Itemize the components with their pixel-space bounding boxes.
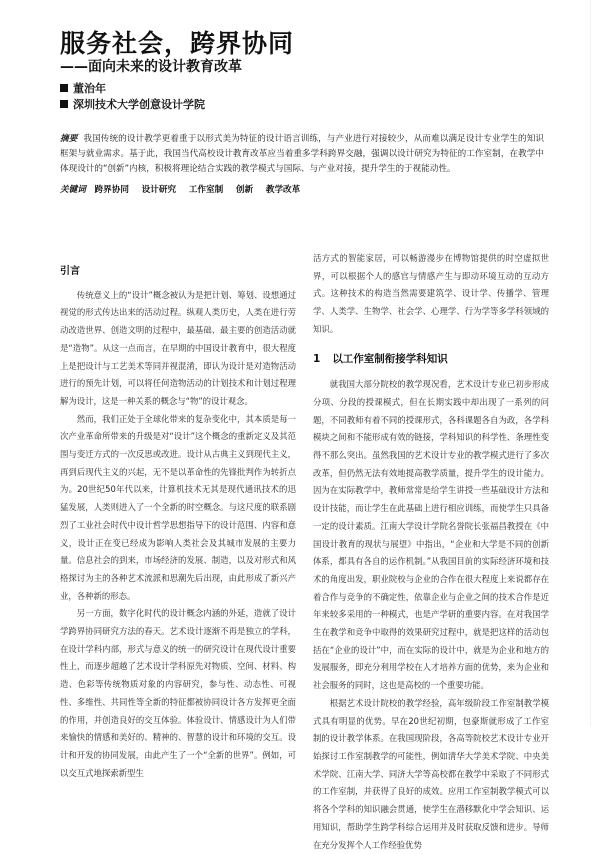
section-number: 1 bbox=[313, 352, 321, 365]
section-title: 以工作室制衔接学科知识 bbox=[332, 352, 448, 365]
keyword: 设计研究 bbox=[141, 185, 177, 195]
keyword: 教学改革 bbox=[265, 185, 301, 195]
abstract-label: 摘要 bbox=[60, 134, 78, 144]
body-paragraph-continued: 活方式的智能家居，可以畅游漫步在博物馆提供的时空虚拟世界，可以根据个人的感官与情感产生与即动环境互动的互动方式。这种技术的构造当然需要建筑学、设计学、传播学、管理学、人类学、生物学、社会学、心理学、行为学等多学科领域的知识。 bbox=[313, 253, 549, 334]
keyword: 跨界协同 bbox=[94, 185, 129, 195]
author-affiliation-line bbox=[60, 96, 205, 112]
keywords bbox=[60, 183, 544, 197]
section-heading-intro: 引言 bbox=[60, 266, 80, 277]
keyword: 创新 bbox=[235, 185, 254, 195]
paper-title: 服务社会，跨界协同 bbox=[60, 29, 295, 58]
bullet-square-icon bbox=[60, 100, 68, 108]
author-name-line bbox=[60, 80, 106, 96]
abstract-text: 我国传统的设计教学更着重于以形式美为特征的设计语言训练，与产业进行对接较少，从而难以满足设计专业学生的知识框架与就业需求。基于此，我国当代高校设计教育改革应当着重多学科跨界交融，强调以设计研究为特征的工作室制，在教学中体现设计的“创新”内核，积极将理论结合实践的教学模式与国际、与产业对接，提升学生的于视能动性。 bbox=[60, 134, 544, 174]
body-paragraph: 然而，我们正处于全球化带来的复杂变化中，其本质是每一次产业革命所带来的升级是对“设计”这个概念的重新定义及其范围与变迁方式的一次反思或改进。设计从古典主义到现代主义，再到后现代主义的兴起，无不是以革命性的先锋批判作为转折点为。20世纪50年代以来，计算机技术无其是现代通讯技术的迅猛发展，人类则进入了一个全新的时空概念。与这尺度的联系剧烈了工业社会时代中设计哲学思想指导下的设计范围、内容和意义，设计正在变已经成为影响人类社会及其城市发展的主要力量。信息社会的到来，市场经济的发展、制造，以及对形式和风格探讨为主的各种艺术流派和思潮先后出现，由此形成了新兴产业，各种新的形态。 bbox=[60, 413, 296, 601]
paper-subtitle: ——面向未来的设计教育改革 bbox=[60, 59, 242, 75]
section-heading-1 bbox=[313, 351, 549, 369]
abstract bbox=[60, 132, 544, 177]
page-edge bbox=[590, 0, 591, 726]
author-affiliation: 深圳技术大学创意设计学院 bbox=[73, 98, 205, 111]
author-name: 董治年 bbox=[73, 82, 106, 95]
body-paragraph: 就我国大部分院校的教学现况看，艺术设计专业已初步形成分项、分段的授课模式，但在长期实践中却出现了一系列的问题，不同教师有着不同的授课形式，各科课题各自为政，各学科模块之间和不能形成有效的链接，学科知识的科学性、条理性变得不那么突出。虽然我国的艺术设计专业的教学模式进行了多次改革，但仍然无法有效地提高教学质量，提升学生的设计能力。因为在实际教学中，教师常常是给学生讲授一些基础设计方法和设计技能，而让学生在此基础上进行相应训练，而使学生只具备一定的设计素质。江南大学设计学院名誉院长张福昌教授在《中国设计教育的现状与展望》中指出，“企业和大学是不同的创新体系，都具有各自的运作机制。”从我国目前的实际经济环境和技术的角度出发，职业院校与企业的合作在很大程度上来说都存在着合作与竞争的不确定性，依靠企业与企业之间的技术合作是近年来较多采用的一种模式，也是产学研的重要内容。在对我国学生在教学和竞争中取得的效果研究过程中，就是把这样的活动包括在“企业的设计”中，而在实际的设计中，就是为企业和地方的发展服务，即充分利用学校在人才培养方面的优势，来为企业和社会服务的同时，这也是高校的一个重要功能。 bbox=[313, 379, 549, 691]
right-column bbox=[313, 250, 549, 850]
left-column bbox=[60, 263, 296, 778]
keyword: 工作室制 bbox=[188, 185, 224, 195]
body-paragraph: 另一方面，数字化时代的设计概念内涵的外延，造就了设计学跨界协同研究方法的春天。艺术设计逐渐不再是独立的学科，在设计学科内部，形式与意义的统一的研究设计在现代设计重要性上，而逐步超越了艺术设计学科原先对物质、空间、材料、构造、色彩等传统物质对象的内容研究，参与性、动态性、可视性、多维性、共同性等全新的特征都被协同设计各方发挥更全面的作用，并创造良好的交互体验。体验设计、情感设计为人们带来愉快的情感和美好的、精神的、智慧的设计和环境的交互。设计和开发的协同发展，由此产生了一个“全新的世界”。例如，可以交互式地探索新型生 bbox=[60, 608, 296, 778]
body-paragraph: 传统意义上的“设计”概念被认为是把计划、筹划、设想通过视觉的形式传达出来的活动过程。纵观人类历史，人类在进行劳动改造世界、创造文明的过程中，最基础、最主要的创造活动就是“造物”。从这一点而言，在早期的中国设计教育中，很大程度上是把设计与工艺美术等同并视混淆，即认为设计是对造物活动进行的预先计划，可以将任何造物活动的计划技术和计划过程理解为设计，这是一种关系的概念与“物”的设计观念。 bbox=[60, 289, 296, 406]
body-paragraph: 根据艺术设计院校的教学经验，高年级阶段工作室制教学模式具有明显的优势。早在20世纪初期，包豪斯就形成了工作室制的设计教学体系。在我国现阶段，各高等院校艺术设计专业开始探讨工作室制教学的可能性，例如清华大学美术学院、中央美术学院、江南大学、同济大学等高校都在教学中采取了不同形式的工作室制，并获得了良好的成效。应用工作室制教学模式可以将各个学科的知识融会贯通，使学生在潜移默化中学会知识、运用知识，帮助学生跨学科综合运用并及时获取反馈和进步。导师在充分发挥个人工作经验优势 bbox=[313, 697, 549, 850]
keywords-label: 关键词 bbox=[60, 185, 86, 195]
bullet-square-icon bbox=[60, 84, 68, 92]
